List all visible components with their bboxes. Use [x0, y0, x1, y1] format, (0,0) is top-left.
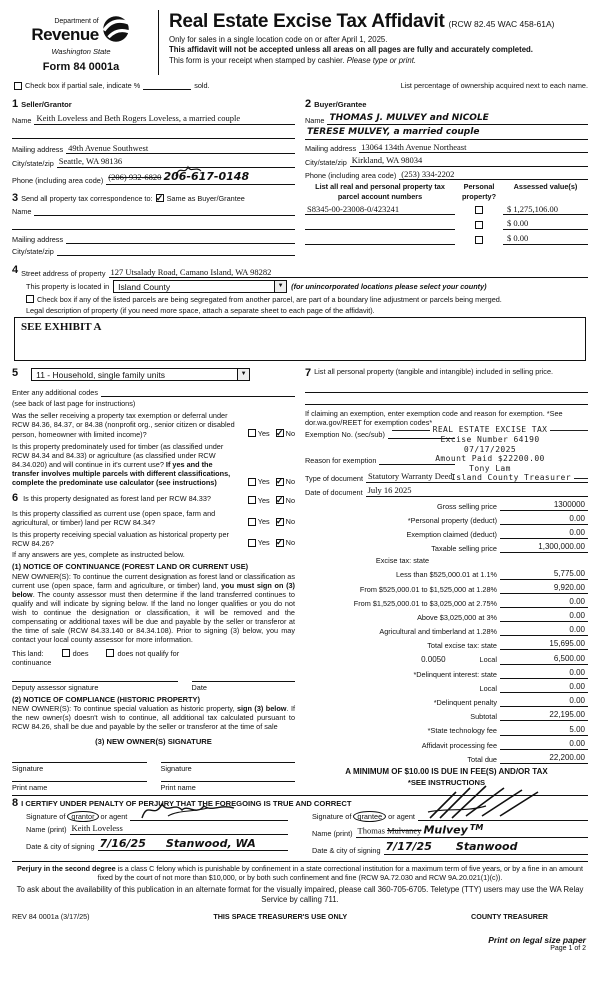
corr-name-field[interactable] [34, 206, 295, 216]
header-note-2: This affidavit will not be accepted unless all areas on all pages are fully and accurately completed. [169, 45, 533, 55]
seller-initials-scribble [174, 164, 202, 178]
personal-property-deduct-field[interactable]: 0.00 [500, 514, 588, 525]
dept-of-label: Department of [54, 18, 99, 26]
q1-yes-checkbox[interactable] [248, 429, 256, 437]
deputy-assessor-signature-line[interactable]: Deputy assessor signature [12, 681, 178, 692]
rcw-reference: (RCW 82.45 WAC 458-61A) [448, 19, 555, 29]
section-4-number: 4 [12, 264, 19, 277]
treasurer-excise-stamp: REAL ESTATE EXCISE TAX Excise Number 64190 07/17/2025 Amount Paid $22200.00 Tony Lam Island County Treasurer [392, 425, 588, 483]
ownership-percentage-note: List percentage of ownership acquired next to each name. [400, 81, 588, 91]
section-2-title: Buyer/Grantee [314, 100, 367, 110]
corr-name-field-2[interactable] [12, 220, 295, 230]
partial-sale-label: Check box if partial sale, indicate % [25, 81, 141, 91]
section-6-number: 6 [12, 492, 19, 505]
new-owner-signature-line-2[interactable]: Signature [161, 762, 296, 773]
delinquent-interest-state-field[interactable]: 0.00 [500, 668, 588, 679]
minimum-due-note: A MINIMUM OF $10.00 IS DUE IN FEE(S) AND/OR TAX [345, 767, 548, 777]
parcel-number-field[interactable]: S8345-00-23008-0/423241 [305, 204, 455, 216]
partial-sale-checkbox[interactable] [14, 82, 22, 90]
grantee-signature-field[interactable] [418, 811, 588, 821]
seller-name-label: Name [12, 115, 32, 125]
assessed-value-field[interactable]: $ 1,275,106.00 [503, 204, 588, 216]
grantor-date-label: Date & city of signing [26, 842, 95, 852]
form-number: Form 84 0001a [42, 61, 120, 74]
grantor-name-label: Name (print) [26, 825, 67, 835]
seller-city-field[interactable]: Seattle, WA 98136 [57, 156, 295, 168]
alternate-format-note: To ask about the availability of this publication in an alternate format for the visually impaired, please call 360-705-6705. Teletype (TTY) users may use the WA Relay Service by calling 711. [16, 884, 584, 904]
local-rate-value: 0.0050 [421, 654, 446, 664]
this-land-label: This land: [12, 648, 44, 658]
corr-mailing-label: Mailing address [12, 235, 64, 245]
use-code-dropdown[interactable] [31, 368, 250, 381]
street-address-field[interactable]: 127 Utsalady Road, Camano Island, WA 98282 [109, 267, 589, 279]
additional-codes-field[interactable] [101, 387, 295, 397]
header-divider [158, 10, 159, 75]
seller-phone-field[interactable]: (206) 932-6820 206-617-0148 [106, 170, 295, 185]
total-due-field[interactable]: 22,200.00 [500, 753, 588, 764]
personal-property-header: Personal property? [461, 182, 497, 201]
section-3-number: 3 [12, 191, 19, 204]
buyer-mailing-label: Mailing address [305, 144, 357, 154]
page-title: Real Estate Excise Tax Affidavit [169, 11, 445, 32]
personal-property-checkbox-2[interactable] [475, 221, 483, 229]
personal-property-checkbox-3[interactable] [475, 236, 483, 244]
exemption-deferral-question: Was the seller receiving a property tax exemption or deferral under RCW 84.36, 84.37, or 84.38 (nonprofit org., senior citizen or disabled person, homeowner with limited income)? [12, 411, 235, 439]
grantor-name-field[interactable]: Keith Loveless [70, 823, 288, 835]
seller-phone-label: Phone (including area code) [12, 175, 104, 185]
local-tax-field[interactable]: 6,500.00 [500, 654, 588, 665]
affidavit-processing-fee-field[interactable]: 0.00 [500, 739, 588, 750]
grantee-date-label: Date & city of signing [312, 845, 381, 855]
buyer-name-label: Name [305, 116, 325, 126]
seller-name-field-2[interactable] [12, 129, 295, 139]
date-of-document-label: Date of document [305, 487, 363, 497]
corr-city-field[interactable] [57, 246, 295, 256]
section-8-number: 8 [12, 797, 19, 810]
delinquent-penalty-field[interactable]: 0.00 [500, 696, 588, 707]
legal-description-field[interactable] [14, 317, 586, 361]
delinquent-interest-local-field[interactable]: 0.00 [500, 682, 588, 693]
new-owner-print-name-line-1[interactable]: Print name [12, 781, 147, 792]
segregated-checkbox[interactable] [26, 295, 34, 303]
historic-property-question: Is this property receiving special valuation as historical property per RCW 84.26? [12, 530, 229, 549]
assessed-value-field[interactable]: $ 0.00 [503, 218, 588, 230]
corr-mailing-field[interactable] [66, 234, 295, 244]
exemption-claimed-field[interactable]: 0.00 [500, 528, 588, 539]
new-owner-signature-line-1[interactable]: Signature [12, 762, 147, 773]
state-technology-fee-field[interactable]: 5.00 [500, 725, 588, 736]
tier2-tax-field[interactable]: 9,920.00 [500, 583, 588, 594]
if-yes-note: If any answers are yes, complete as instructed below. [12, 550, 185, 560]
same-as-buyer-checkbox[interactable]: ✓ [155, 192, 164, 203]
assessed-values-header: Assessed value(s) [513, 182, 578, 192]
page-number: Page 1 of 2 [550, 945, 586, 953]
use-code-selected-value: 11 - Household, single family units [36, 369, 165, 380]
header-note-3: This form is your receipt when stamped by cashier. Please type or print. [169, 56, 417, 66]
forest-land-question: 6 Is this property designated as forest land per RCW 84.33? [12, 492, 211, 505]
tier4-tax-field[interactable]: 0.00 [500, 611, 588, 622]
agricultural-tax-field[interactable]: 0.00 [500, 625, 588, 636]
historic-no-checkbox[interactable]: ✓ [275, 537, 284, 548]
corr-name-label: Name [12, 207, 32, 217]
gross-selling-price-field[interactable]: 1300000 [500, 500, 588, 511]
form-header [12, 8, 588, 75]
current-use-question: Is this property classified as current use (open space, farm and agricultural, or timber) land per RCW 84.34? [12, 508, 216, 528]
county-selected-value: Island County [118, 282, 171, 293]
parcel-row [305, 218, 588, 230]
section-1-number: 1 [12, 98, 19, 111]
grantee-signature-label: Signature of grantee or agent [312, 811, 415, 821]
sold-label: sold. [194, 81, 210, 91]
parcel-numbers-header: List all real and personal property tax parcel account numbers [315, 182, 445, 201]
chevron-down-icon[interactable]: ▼ [274, 281, 286, 292]
grantee-initials: TM [469, 822, 484, 832]
current-use-no-checkbox[interactable]: ✓ [275, 516, 284, 527]
section-3-label: Send all property tax correspondence to: [21, 193, 153, 203]
dor-logo-block [12, 8, 150, 75]
historic-yes-checkbox[interactable] [248, 539, 256, 547]
reet-affidavit-form: Department of Revenue Washington State Form 84 0001a Real Estate Excise Tax Affidavit (RCW 82.45 WAC 458-61A) Only for sales in a single location code on or after April 1, 2025. This affidavit will not be accepted unless all areas on all pages are fully and accurately completed. This form is your receipt when stamped by cashier. Please type or print. Check box if partial sale, indicate % sold. List percentage of ownership acquired next to each name. 1 Seller/Grantor Name Keith Loveless and Beth Rogers Loveless, a married couple Mailing address 49th Avenue Southwest City/state/zip Seattle, WA 98136 Phone (including area code) (206) 932-6820 206-617-0148 3 Send all property tax correspondence to: ✓ Same as Buyer/Grantee Name Mailing address City/state/zip 2 Buyer/Grantee Name THOMAS J. MULVEY and NICOLE TERESE MULVEY, a married couple Mailing address 13064 134th Avenue Northeast City/state/zip Kirkland, WA 98034 Phone (including area code) (253) 334-2202 List all real and personal property tax parcel account numbers Personal property? Assessed value(s) S8345-00-23008-0/423241 $ 1,275,106.00 $ 0.00 $ 0.00 4 Street address of property 127 Utsalady Road, Camano Island, WA 98282 This property is located in Island County ▼ (for unincorporated locations please select your county) Check box if any of the listed parcels are being segregated from another parcel, are part of a boundary line adjustment or parcels being merged. Legal description of property (if you need more space, attach a separate sheet to each page of the affidavit). SEE EXHIBIT A 5 11 - Household, single family units ▼ Enter any additional codes (see back of last page for instructions) Was the seller receiving a property tax exemption or deferral under RCW 84.36, 84.37, or 84.38 (nonprofit org., senior citizen or disabled person, homeowner with limited income)? Yes ✓ No Is this property predominately used for timber (as classified under RCW 84.34 and 84.33) or agriculture (as classified under RCW 84.34.020) and will continue in it's current use? If yes and the transfer involves multiple parcels with different classifications, complete the predominate use calculator (see instructions) Yes ✓ No 6 Is this property designated as forest land per RCW 84.33? Yes ✓ No Is this property classified as current use (open space, farm and agricultural, or timber) land per RCW 84.34? Yes ✓ No Is this property receiving special valuation as historical property per RCW 84.26? Yes ✓ No If any answers are yes, complete as instructed below. (1) NOTICE OF CONTINUANCE (FOREST LAND OR CURRENT USE) NEW OWNER(S): To continue the current designation as forest land or classification as current use (open space, farm and agriculture, or timber) land, you must sign on (3) below. The county assessor must then determine if the land transferred continues to qualify and will indicate by signing below. If the land no longer qualifies or you do not wish to continue the designation or classification, it will be removed and the compensating or additional taxes will be due and payable by the seller or transferor at the time of sale (RCW 84.33.140 or 84.34.108). Prior to signing (3) below, you may contact your local county assessor for more information. This land: does does not qualify for continuance Deputy assessor signature Date (2) NOTICE OF COMPLIANCE (HISTORIC PROPERTY) NEW OWNER(S): To continue special valuation as historic property, sign (3) below. If the new owner(s) doesn't wish to continue, all additional tax calculated pursuant to RCW 84.26, shall be due and payable by the seller or transferor at the time of sale (3) NEW OWNER(S) SIGNATURE Signature Signature Print name Print name 7 List all personal property (tangible and intangible) included in selling price. If claiming an exemption, enter exemption code and reason for exemption. *See dor.wa.gov/REET for exemption codes* Exemption No. (sec/sub) Reason for exemption REAL ESTATE EXCISE TAX Excise Number 64190 07/17/2025 Amount Paid $22200.00 Tony Lam Island County Treasurer Type of document Statutory Warranty Deed Date of document July 16 2025 Gross selling price 1300000 *Personal property (deduct) 0.00 Exemption claimed (deduct) 0.00 Taxable selling price 1,300,000.00 Excise tax: state Less than $525,000.01 at 1.1% 5,775.00 From $525,000.01 to $1,525,000 at 1.28% 9,920.00 From $1,525,000.01 to $3,025,000 at 2.75% 0.00 Above $3,025,000 at 3% 0.00 Agricultural and timberland at 1.28% 0.00 Total excise tax: state 15,695.00 0.0050 Local 6,500.00 *Delinquent interest: state 0.00 Local 0.00 *Delinquent penalty 0.00 Subtotal 22,195.00 *State technology fee 5.00 Affidavit processing fee 0.00 Total due 22,200.00 A MINIMUM OF $10.00 IS DUE IN FEE(S) AND/OR TAX *SEE INSTRUCTIONS 8 I CERTIFY UNDER PENALTY OF PERJURY THAT THE FOREGOING IS TRUE AND CORRECT Signature of grantor or agent Name (print) Keith Loveless Date & city of signing 7/16/25 Stanwood, WA Signature of grantee or agent Name (print) Thomas Mulvaney Mulvey TM Date & city of signing 7/17/25 Stanwood Perjury in the second degree is a class C felony which is punishable by confinement in a state correctional institution for a maximum term of five years, or by a fine in an amount fixed by the court of not more than $10,000, or by both such confinement and fine (RCW 9A.72.030 and RCW 9A.20.021(1)(c)). To ask about the availability of this publication in an alternate format for the visually impaired, please call 360-705-6705. Teletype (TTY) users may use the WA Relay Service by calling 711. REV 84 0001a (3/17/25) THIS SPACE TREASURER'S USE ONLY COUNTY TREASURER Print on legal size paper Page 1 of 2 [0, 0, 600, 988]
legal-description-value: SEE EXHIBIT A [21, 321, 102, 334]
section-5-number: 5 [12, 367, 19, 380]
buyer-city-label: City/state/zip [305, 157, 347, 167]
chevron-down-icon[interactable]: ▼ [237, 369, 249, 380]
buyer-name-field-2[interactable]: TERESE MULVEY, a married couple [305, 127, 588, 139]
segregated-label: Check box if any of the listed parcels are being segregated from another parcel, are part of a boundary line adjustment or parcels being merged. [37, 295, 502, 305]
reason-exemption-label: Reason for exemption [305, 456, 377, 466]
buyer-name-field[interactable]: THOMAS J. MULVEY and NICOLE [327, 113, 588, 125]
tier3-tax-field[interactable]: 0.00 [500, 597, 588, 608]
forest-yes-checkbox[interactable] [248, 496, 256, 504]
personal-property-field-1[interactable] [305, 381, 588, 393]
revenue-wordmark: Revenue [31, 24, 99, 44]
grantor-signature-scribble [138, 796, 238, 822]
assessed-value-field[interactable]: $ 0.00 [503, 233, 588, 245]
exemption-note: If claiming an exemption, enter exemption code and reason for exemption. *See dor.wa.gov/REET for exemption codes* [305, 409, 563, 428]
see-instructions-note: *SEE INSTRUCTIONS [407, 778, 486, 788]
deputy-date-line[interactable]: Date [192, 681, 295, 692]
perjury-statement: Perjury in the second degree is a class C felony which is punishable by confinement in a state correctional institution for a maximum term of five years, or by a fine in an amount fixed by the court of not more than $10,000, or by both such confinement and fine (RCW 9A.72.030 and RCW 9A.20.021(1)(c)). [12, 861, 588, 882]
q2-yes-checkbox[interactable] [248, 478, 256, 486]
print-legal-size-note: Print on legal size paper [488, 934, 586, 945]
certify-statement: I CERTIFY UNDER PENALTY OF PERJURY THAT THE FOREGOING IS TRUE AND CORRECT [21, 799, 352, 809]
current-use-yes-checkbox[interactable] [248, 518, 256, 526]
new-owner-print-name-line-2[interactable]: Print name [161, 781, 296, 792]
county-note: (for unincorporated locations please select your county) [291, 282, 487, 292]
notice-compliance-title: (2) NOTICE OF COMPLIANCE (HISTORIC PROPERTY) [12, 694, 200, 704]
parcel-row [305, 233, 588, 245]
land-does-not-checkbox[interactable] [106, 649, 114, 657]
timber-agriculture-question: Is this property predominately used for timber (as classified under RCW 84.34 and 84.33) or agriculture (as classified under RCW 84.34.020) and will continue in it's current use? If yes and the transfer involves multiple parcels with different classifications, complete the predominate use calculator (see instructions) [12, 441, 231, 488]
tier1-tax-field[interactable]: 5,775.00 [500, 569, 588, 580]
excise-tax-state-header: Excise tax: state [375, 556, 430, 566]
type-of-document-field[interactable]: Statutory Warranty Deed [366, 471, 588, 483]
buyer-mailing-field[interactable]: 13064 134th Avenue Northeast [359, 142, 588, 154]
section-7-number: 7 [305, 367, 312, 380]
taxable-selling-price-field[interactable]: 1,300,000.00 [500, 542, 588, 553]
located-in-label: This property is located in [26, 282, 110, 292]
form-revision-number: REV 84 0001a (3/17/25) [12, 912, 90, 922]
grantee-name-field[interactable]: Thomas Mulvaney Mulvey TM [356, 823, 588, 838]
section-1-title: Seller/Grantor [21, 100, 72, 110]
codes-instructions-note: (see back of last page for instructions) [12, 399, 136, 409]
legal-description-label: Legal description of property (if you need more space, attach a separate sheet to each page of the affidavit). [26, 306, 375, 316]
date-of-document-field[interactable]: July 16 2025 [366, 485, 588, 497]
total-excise-state-field[interactable]: 15,695.00 [500, 639, 588, 650]
personal-property-field-2[interactable] [305, 393, 588, 405]
exemption-no-label: Exemption No. (sec/sub) [305, 430, 385, 440]
additional-codes-label: Enter any additional codes [12, 388, 98, 398]
dor-swirl-logo-icon [101, 14, 131, 46]
type-of-document-label: Type of document [305, 473, 364, 483]
seller-mailing-label: Mailing address [12, 145, 64, 155]
grantee-signature-scribble [426, 782, 546, 822]
header-note-1: Only for sales in a single location code on or after April 1, 2025. [169, 34, 388, 44]
buyer-phone-label: Phone (including area code) [305, 171, 397, 181]
grantor-signature-label: Signature of grantor or agent [26, 811, 128, 821]
washington-state-label: Washington State [51, 47, 111, 57]
grantor-date-field[interactable]: 7/16/25 Stanwood, WA [98, 837, 288, 852]
corr-city-label: City/state/zip [12, 247, 54, 257]
parcel-number-field[interactable] [305, 235, 455, 245]
street-address-label: Street address of property [21, 269, 106, 279]
seller-phone-handwritten: 206-617-0148 [163, 169, 250, 183]
parcel-number-field[interactable] [305, 220, 455, 230]
county-dropdown[interactable] [113, 280, 287, 293]
county-treasurer-label: COUNTY TREASURER [471, 912, 548, 922]
subtotal-field[interactable]: 22,195.00 [500, 710, 588, 721]
personal-property-checkbox-1[interactable] [475, 206, 483, 214]
section-2-number: 2 [305, 98, 312, 111]
grantee-date-field[interactable]: 7/17/25 Stanwood [384, 840, 588, 855]
grantee-name-handwritten: Mulvey [423, 823, 468, 837]
buyer-phone-field[interactable]: (253) 334-2202 [399, 169, 588, 181]
grantee-name-label: Name (print) [312, 829, 353, 839]
seller-city-label: City/state/zip [12, 158, 54, 168]
land-does-checkbox[interactable] [62, 649, 70, 657]
buyer-city-field[interactable]: Kirkland, WA 98034 [350, 155, 588, 167]
same-as-buyer-label: Same as Buyer/Grantee [166, 193, 245, 203]
forest-no-checkbox[interactable]: ✓ [275, 494, 284, 505]
notice-continuance-body: NEW OWNER(S): To continue the current designation as forest land or classification as current use (open space, farm and agriculture, or timber) land, you must sign on (3) below. The county assessor must then determine if the land transferred continues to qualify and will indicate by signing below. If the land no longer qualifies or you do not wish to continue the designation or classification, it will be removed and the compensating or additional taxes will be due and payable by the seller or transferor at the time of sale (RCW 84.33.140 or 84.34.108). Prior to signing (3) below, you may contact your local county assessor for more information. [12, 571, 295, 645]
q2-no-checkbox[interactable]: ✓ [275, 476, 284, 487]
personal-property-intro: List all personal property (tangible and intangible) included in selling price. [314, 367, 554, 377]
q1-no-checkbox[interactable]: ✓ [275, 427, 284, 438]
notice-continuance-title: (1) NOTICE OF CONTINUANCE (FOREST LAND OR CURRENT USE) [12, 562, 249, 572]
seller-mailing-field[interactable]: 49th Avenue Southwest [66, 143, 295, 155]
treasurer-use-only-label: THIS SPACE TREASURER'S USE ONLY [213, 912, 348, 922]
continuance-label: continuance [12, 657, 52, 667]
parcel-row [305, 204, 588, 216]
notice-compliance-body: NEW OWNER(S): To continue special valuation as historic property, sign (3) below. If the new owner(s) doesn't wish to continue, all additional tax calculated pursuant to RCW 84.26, shall be due and payable by the seller or transferor at the time of sale [12, 704, 296, 732]
grantor-signature-field[interactable] [130, 811, 288, 821]
seller-name-field[interactable]: Keith Loveless and Beth Rogers Loveless, a married couple [34, 113, 295, 125]
partial-percent-field[interactable] [143, 89, 191, 90]
new-owners-signature-title: (3) NEW OWNER(S) SIGNATURE [95, 736, 212, 746]
